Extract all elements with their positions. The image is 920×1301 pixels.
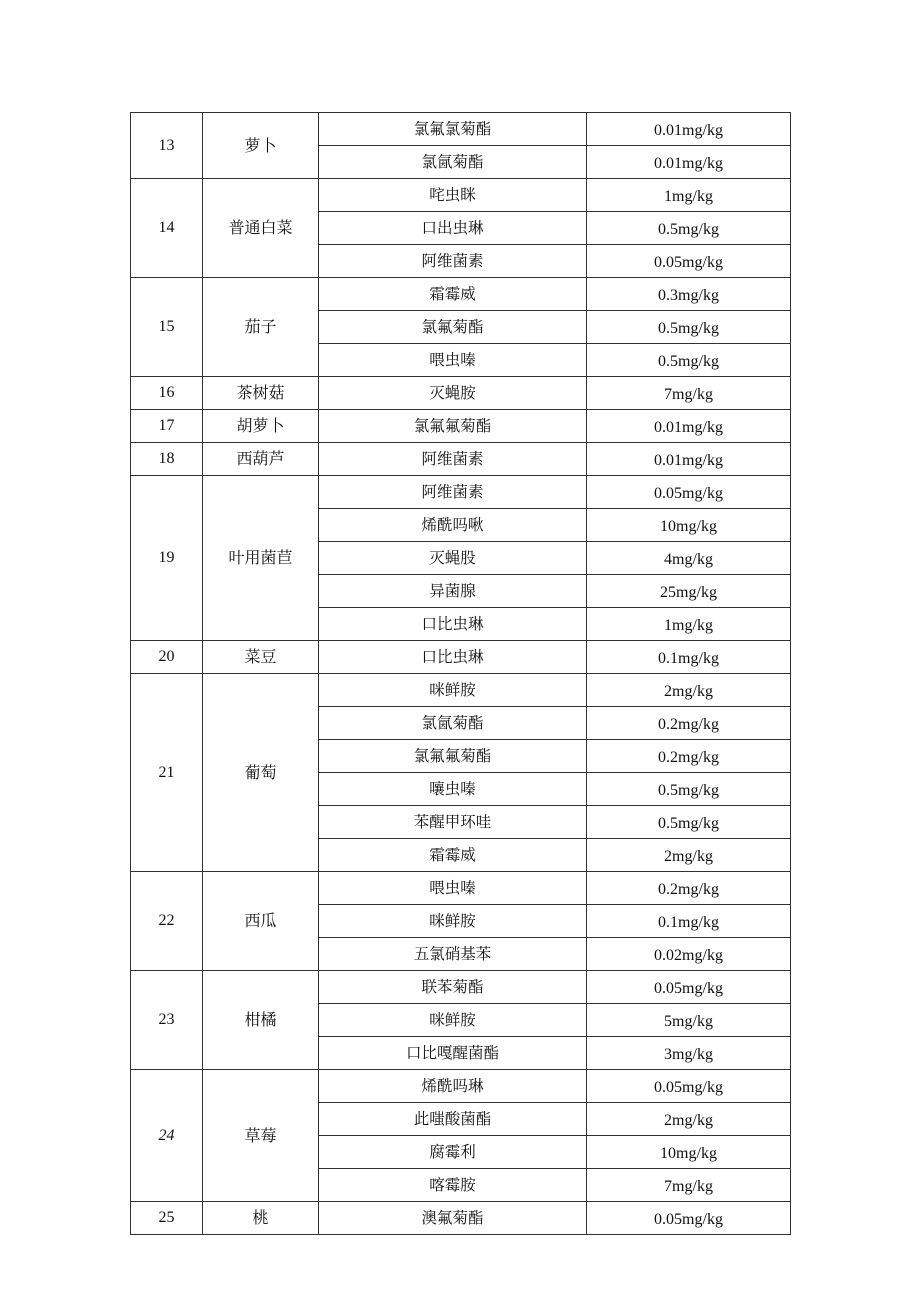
pesticide-name: 喀霉胺 [319,1169,587,1202]
residue-limit: 10mg/kg [587,1136,791,1169]
table-row [131,1070,791,1103]
crop-name: 柑橘 [203,971,319,1070]
residue-limit: 0.2mg/kg [587,740,791,773]
pesticide-name: 口比虫琳 [319,641,587,674]
pesticide-name: 氯氟氟菊酯 [319,410,587,443]
crop-name: 草莓 [203,1070,319,1202]
pesticide-name: 异菌腺 [319,575,587,608]
residue-limit: 5mg/kg [587,1004,791,1037]
residue-limit: 0.2mg/kg [587,707,791,740]
pesticide-name: 氯氤菊酯 [319,707,587,740]
residue-limit: 0.05mg/kg [587,245,791,278]
residue-limit: 4mg/kg [587,542,791,575]
crop-name: 西瓜 [203,872,319,971]
crop-name: 菜豆 [203,641,319,674]
pesticide-name: 阿维菌素 [319,245,587,278]
pesticide-name: 氯氟氯菊酯 [319,113,587,146]
table-row [131,443,791,476]
crop-name: 萝卜 [203,113,319,179]
table-row [131,872,791,905]
table-row [131,971,791,1004]
residue-limit: 0.05mg/kg [587,971,791,1004]
residue-limit: 0.5mg/kg [587,212,791,245]
crop-name: 茄子 [203,278,319,377]
residue-limit: 0.05mg/kg [587,1202,791,1235]
residue-limit: 7mg/kg [587,1169,791,1202]
residue-limit: 3mg/kg [587,1037,791,1070]
table-row [131,113,791,146]
table-body [131,113,791,1235]
row-number: 18 [131,443,203,476]
table-row [131,278,791,311]
table-row [131,179,791,212]
row-number: 17 [131,410,203,443]
row-number: 15 [131,278,203,377]
row-number: 20 [131,641,203,674]
crop-name: 胡萝卜 [203,410,319,443]
crop-name: 桃 [203,1202,319,1235]
pesticide-name: 嚷虫嗪 [319,773,587,806]
residue-limit: 0.01mg/kg [587,113,791,146]
pesticide-name: 阿维菌素 [319,476,587,509]
crop-name: 叶用菌苣 [203,476,319,641]
crop-name: 西葫芦 [203,443,319,476]
pesticide-name: 此嗤酸菌酯 [319,1103,587,1136]
row-number: 23 [131,971,203,1070]
residue-limit: 0.5mg/kg [587,773,791,806]
residue-limit: 2mg/kg [587,839,791,872]
pesticide-name: 灭蝇股 [319,542,587,575]
pesticide-name: 腐霉利 [319,1136,587,1169]
row-number: 19 [131,476,203,641]
residue-limit: 2mg/kg [587,674,791,707]
pesticide-name: 咪鲜胺 [319,674,587,707]
pesticide-name: 烯酰吗啾 [319,509,587,542]
row-number: 24 [131,1070,203,1202]
table-row [131,641,791,674]
row-number: 21 [131,674,203,872]
residue-limit: 1mg/kg [587,608,791,641]
pesticide-name: 澳氟菊酯 [319,1202,587,1235]
residue-limit: 0.5mg/kg [587,806,791,839]
residue-limit: 0.1mg/kg [587,641,791,674]
pesticide-name: 氯氟氟菊酯 [319,740,587,773]
table-row [131,674,791,707]
residue-limit: 0.3mg/kg [587,278,791,311]
pesticide-name: 口比嘎醒菌酯 [319,1037,587,1070]
row-number: 25 [131,1202,203,1235]
row-number: 14 [131,179,203,278]
residue-limit: 1mg/kg [587,179,791,212]
table-row [131,476,791,509]
residue-limit: 25mg/kg [587,575,791,608]
row-number: 16 [131,377,203,410]
crop-name: 茶树菇 [203,377,319,410]
residue-limit: 0.5mg/kg [587,311,791,344]
residue-limit: 0.01mg/kg [587,410,791,443]
pesticide-name: 咪鲜胺 [319,1004,587,1037]
pesticide-name: 口比虫琳 [319,608,587,641]
pesticide-name: 喂虫嗪 [319,344,587,377]
pesticide-name: 喂虫嗪 [319,872,587,905]
pesticide-name: 联苯菊酯 [319,971,587,1004]
pesticide-name: 烯酰吗琳 [319,1070,587,1103]
row-number: 22 [131,872,203,971]
pesticide-residue-table [130,112,791,1235]
residue-limit: 0.2mg/kg [587,872,791,905]
table-row [131,1202,791,1235]
residue-limit: 7mg/kg [587,377,791,410]
pesticide-name: 口出虫琳 [319,212,587,245]
row-number: 13 [131,113,203,179]
pesticide-name: 五氯硝基苯 [319,938,587,971]
pesticide-name: 咪鲜胺 [319,905,587,938]
pesticide-name: 灭蝇胺 [319,377,587,410]
crop-name: 普通白菜 [203,179,319,278]
pesticide-name: 氯氟菊酯 [319,311,587,344]
residue-limit: 0.05mg/kg [587,476,791,509]
table-row [131,410,791,443]
residue-limit: 0.01mg/kg [587,146,791,179]
pesticide-name: 阿维菌素 [319,443,587,476]
pesticide-name: 霜霉威 [319,839,587,872]
crop-name: 葡萄 [203,674,319,872]
table-row [131,377,791,410]
pesticide-name: 氯氤菊酯 [319,146,587,179]
residue-limit: 0.05mg/kg [587,1070,791,1103]
residue-limit: 2mg/kg [587,1103,791,1136]
pesticide-name: 霜霉威 [319,278,587,311]
residue-limit: 0.1mg/kg [587,905,791,938]
residue-limit: 10mg/kg [587,509,791,542]
pesticide-name: 苯醒甲环哇 [319,806,587,839]
residue-limit: 0.5mg/kg [587,344,791,377]
pesticide-name: 咤虫眯 [319,179,587,212]
residue-limit: 0.02mg/kg [587,938,791,971]
residue-limit: 0.01mg/kg [587,443,791,476]
